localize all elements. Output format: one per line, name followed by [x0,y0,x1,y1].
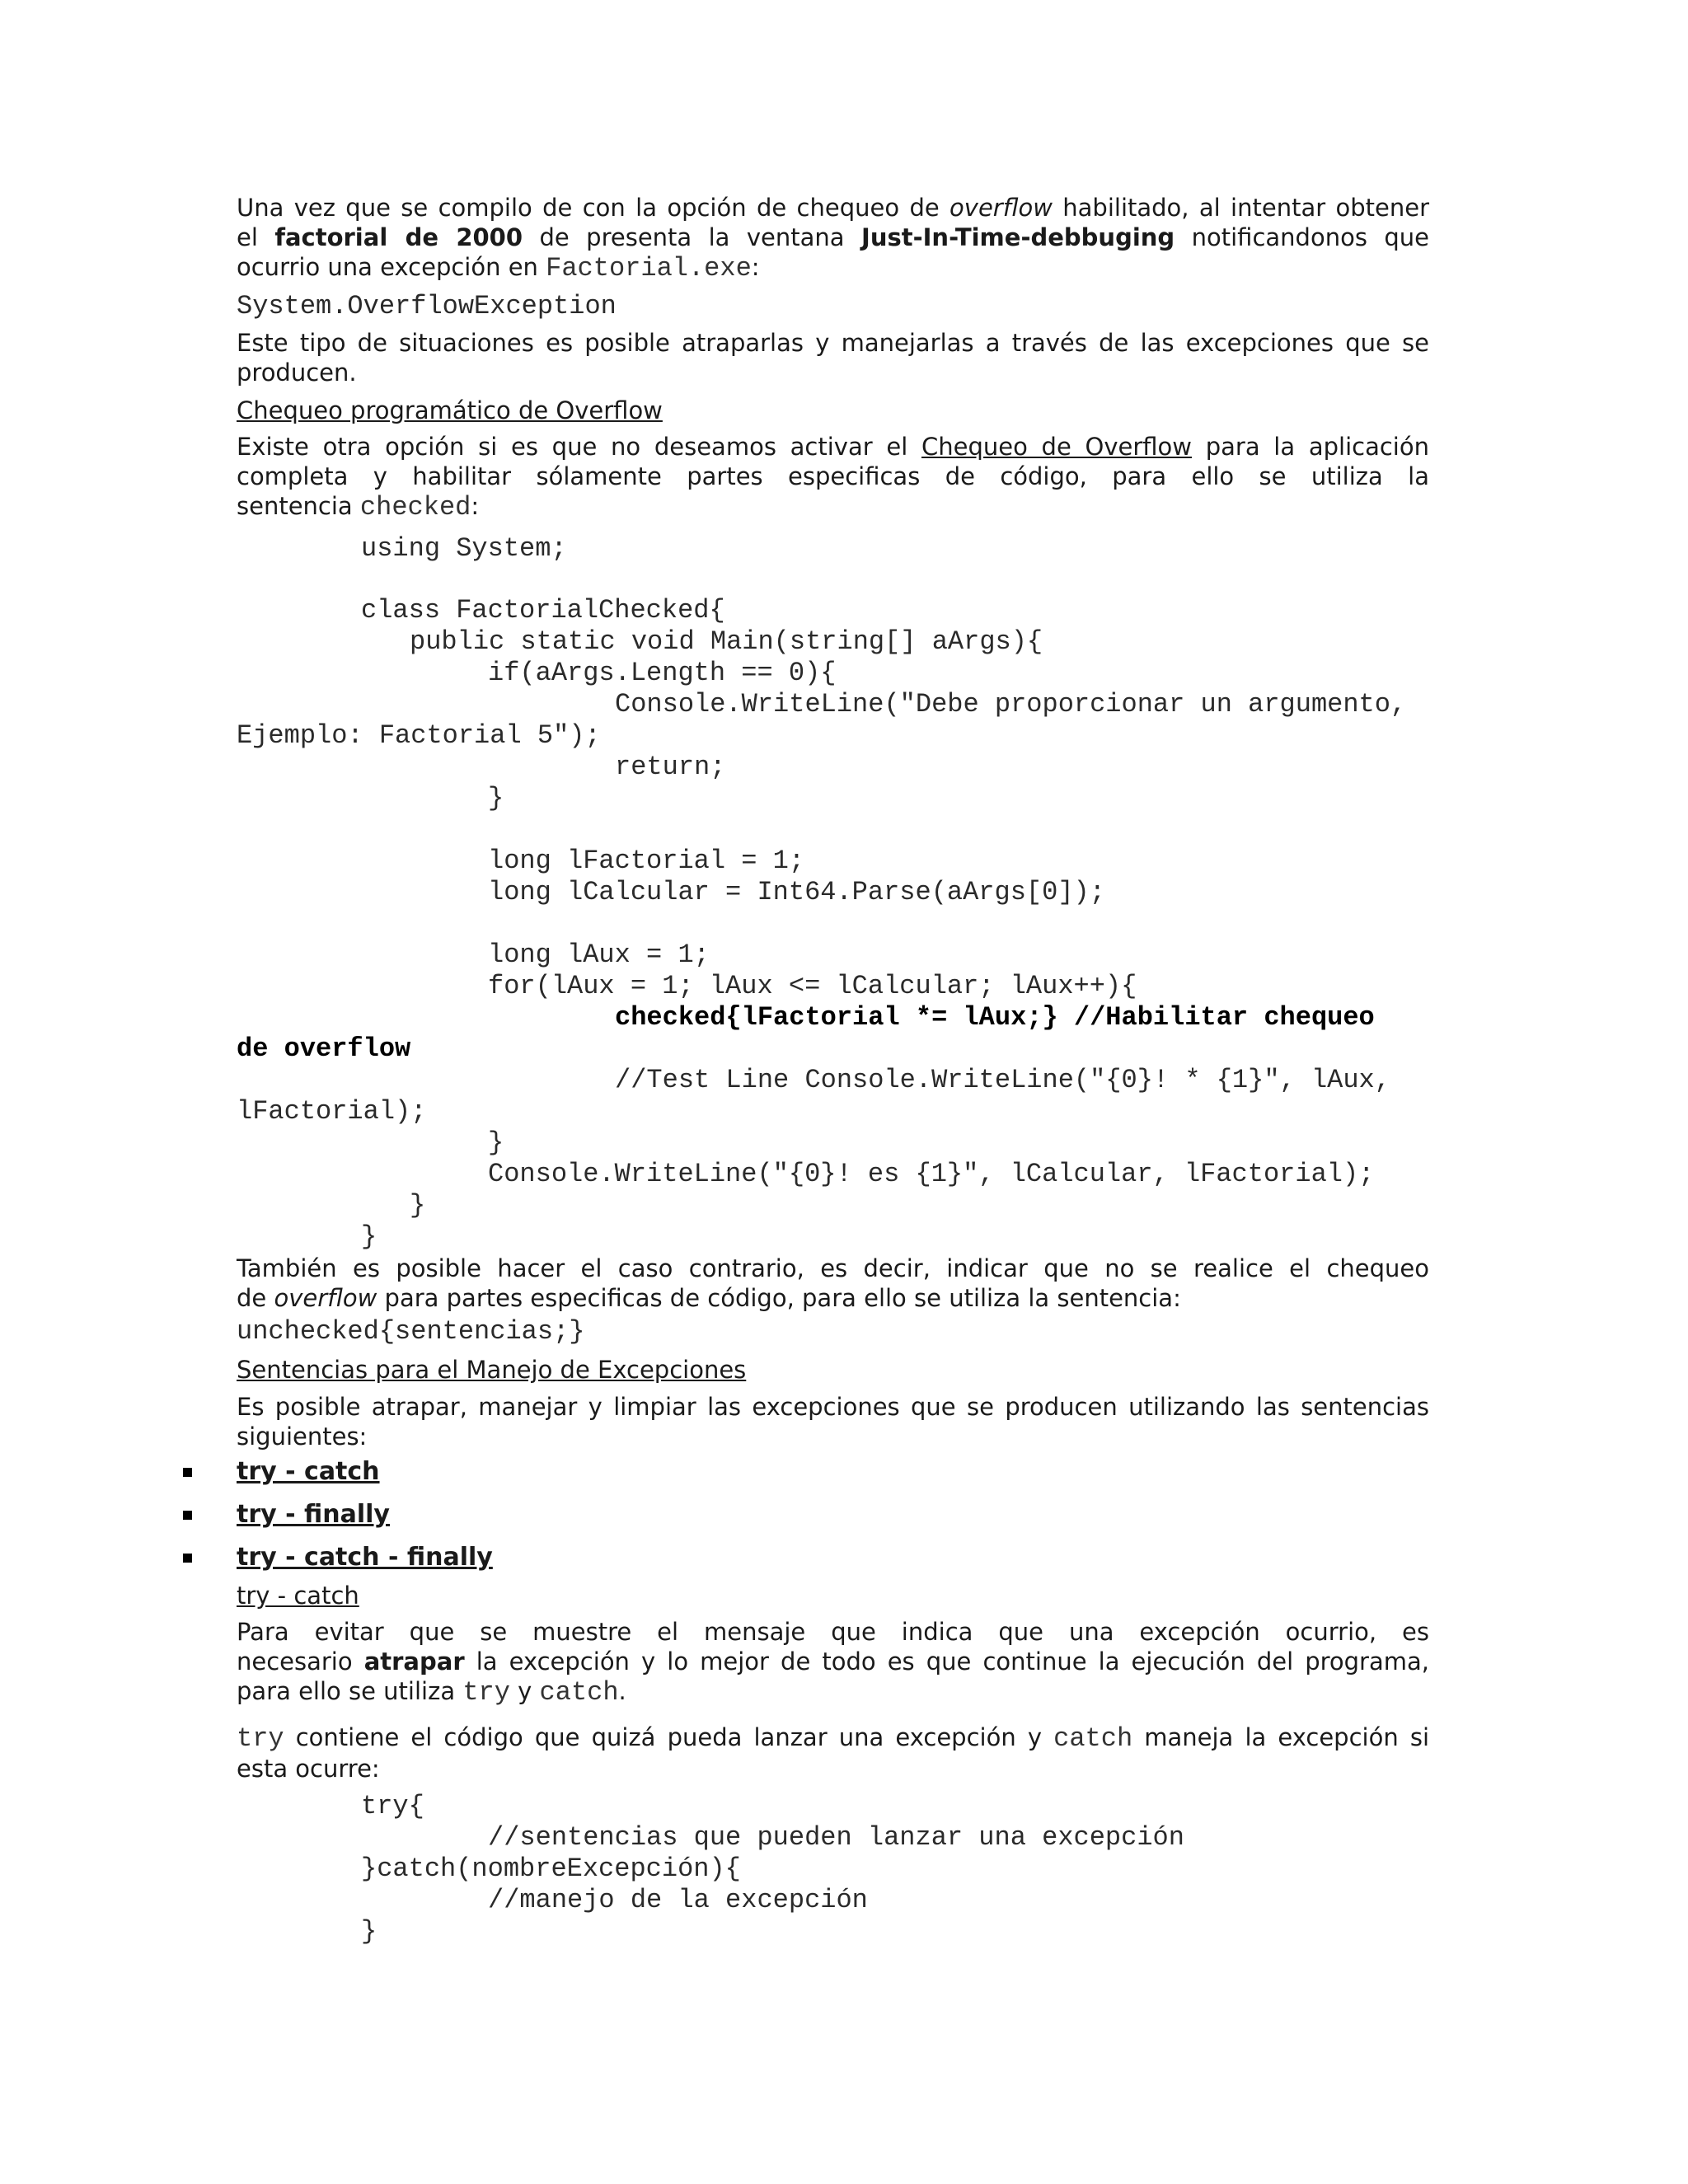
text-span: contiene el código que quizá pueda lanzar una excepción y [284,1723,1054,1751]
code-line: if(aArgs.Length == 0){ [488,658,837,688]
heading-text: Chequeo programático de Overflow [237,396,663,424]
code-line: Ejemplo: Factorial 5"); [237,720,601,751]
text-span: Existe otra opción si es que no deseamos activar el [237,433,921,461]
section-heading [237,396,663,425]
code-line: //manejo de la excepción [488,1885,868,1915]
heading-text: try - catch [237,1582,359,1610]
paragraph-line [237,1647,1429,1676]
bold-term: factorial de 2000 [274,223,523,251]
code-line: long lAux = 1; [488,940,710,970]
heading-text: Sentencias para el Manejo de Excepciones [237,1356,747,1384]
inline-code-unchecked: unchecked{sentencias;} [237,1316,585,1347]
text-span: necesario [237,1647,364,1675]
paragraph-try-contains [237,1722,1429,1783]
inline-code: try [462,1677,510,1708]
paragraph-line: También es posible hacer el caso contrario, es decir, indicar que no se realice el chequeo [237,1254,1429,1282]
inline-code: Factorial.exe [546,253,752,284]
inline-code: catch [539,1677,619,1708]
code-line: lFactorial); [237,1096,427,1127]
paragraph-overflow-intro [237,193,1429,284]
underlined-term: Chequeo de Overflow [921,433,1192,461]
paragraph-line: esta ocurre: [237,1755,380,1783]
text-span: sentencia [237,492,360,520]
bullet-item: try - catch - finally [237,1543,493,1572]
paragraph-line [237,252,1429,284]
paragraph-exceptions [237,328,1429,387]
text-span: de presenta la ventana [523,223,862,251]
section-heading [237,1581,359,1610]
bullet-item: try - finally [237,1500,390,1529]
paragraph-line [237,491,1429,523]
paragraph-line: completa y habilitar sólamente partes especificas de código, para ello se utiliza la [237,462,1429,490]
paragraph-line [237,1676,1429,1708]
inline-code: try [237,1723,284,1754]
code-line: Console.WriteLine("{0}! es {1}", lCalcular, lFactorial); [488,1159,1375,1189]
text-span: . [618,1677,626,1705]
code-line: long lFactorial = 1; [488,846,805,876]
italic-term: overflow [274,1284,377,1312]
code-line: } [488,1127,504,1158]
text-span: habilitado, al intentar obtener [1052,194,1429,222]
bullet-square-icon [183,1468,192,1477]
paragraph-statements [237,1392,1429,1451]
bullet-square-icon [183,1554,192,1563]
code-line: class FactorialChecked{ [361,595,725,626]
paragraph-line: Este tipo de situaciones es posible atraparlas y manejarlas a través de las excepciones que se [237,329,1429,357]
paragraph-line: Es posible atrapar, manejar y limpiar las excepciones que se producen utilizando las sentencias [237,1393,1429,1421]
bold-term: Just-In-Time-debbuging [861,223,1175,251]
paragraph-line [237,1283,1429,1313]
code-line: } [361,1221,377,1252]
code-line: return; [615,752,726,782]
code-line: }catch(nombreExcepción){ [361,1854,741,1884]
inline-code: checked [359,492,471,523]
code-line: } [361,1916,377,1947]
text-span: para la aplicación [1192,433,1429,461]
paragraph-line [237,193,1429,223]
code-line: } [410,1190,426,1221]
text-span: para partes especificas de código, para ello se utiliza la sentencia: [377,1284,1181,1312]
code-line: try{ [361,1791,424,1821]
code-line: } [488,783,504,813]
code-line: Console.WriteLine("Debe proporcionar un argumento, [615,689,1407,719]
code-line: using System; [361,533,567,564]
paragraph-line: siguientes: [237,1422,368,1451]
bullet-square-icon [183,1511,192,1520]
paragraph-try-catch [237,1617,1429,1708]
text-span: notificandonos que [1175,223,1429,251]
section-heading [237,1355,746,1385]
exception-name: System.OverflowException [237,291,617,321]
paragraph-line [237,432,1429,462]
code-line: //sentencias que pueden lanzar una excepción [488,1822,1184,1853]
paragraph-checked-intro [237,432,1429,523]
paragraph-line [237,223,1429,252]
text-span: para ello se utiliza [237,1677,463,1705]
code-line: for(lAux = 1; lAux <= lCalcular; lAux++){ [488,971,1137,1001]
paragraph-line: Para evitar que se muestre el mensaje que indica que una excepción ocurrio, es [237,1618,1429,1646]
paragraph-unchecked [237,1254,1429,1313]
paragraph-line [237,1722,1429,1754]
bullet-item: try - catch [237,1457,380,1486]
paragraph-line: producen. [237,359,357,387]
code-line: long lCalcular = Int64.Parse(aArgs[0]); [488,877,1105,907]
text-span: maneja la excepción si [1132,1723,1429,1751]
code-line: public static void Main(string[] aArgs){ [410,626,1043,657]
bold-term: atrapar [363,1647,465,1675]
text-span: : [471,492,480,520]
text-span: la excepción y lo mejor de todo es que continue la ejecución del programa, [464,1647,1429,1675]
text-span: Una vez que se compilo de con la opción de chequeo de [237,194,950,222]
text-span: de [237,1284,274,1312]
code-line: //Test Line Console.WriteLine("{0}! * {1}", lAux, [615,1065,1390,1095]
code-line-bold: de overflow [237,1033,411,1064]
text-span: ocurrio una excepción en [237,253,546,281]
inline-code: catch [1053,1723,1133,1754]
italic-term: overflow [950,194,1053,222]
text-span: : [751,253,760,281]
code-line-bold: checked{lFactorial *= lAux;} //Habilitar chequeo [615,1002,1375,1033]
text-span: y [509,1677,540,1705]
text-span: el [237,223,275,251]
